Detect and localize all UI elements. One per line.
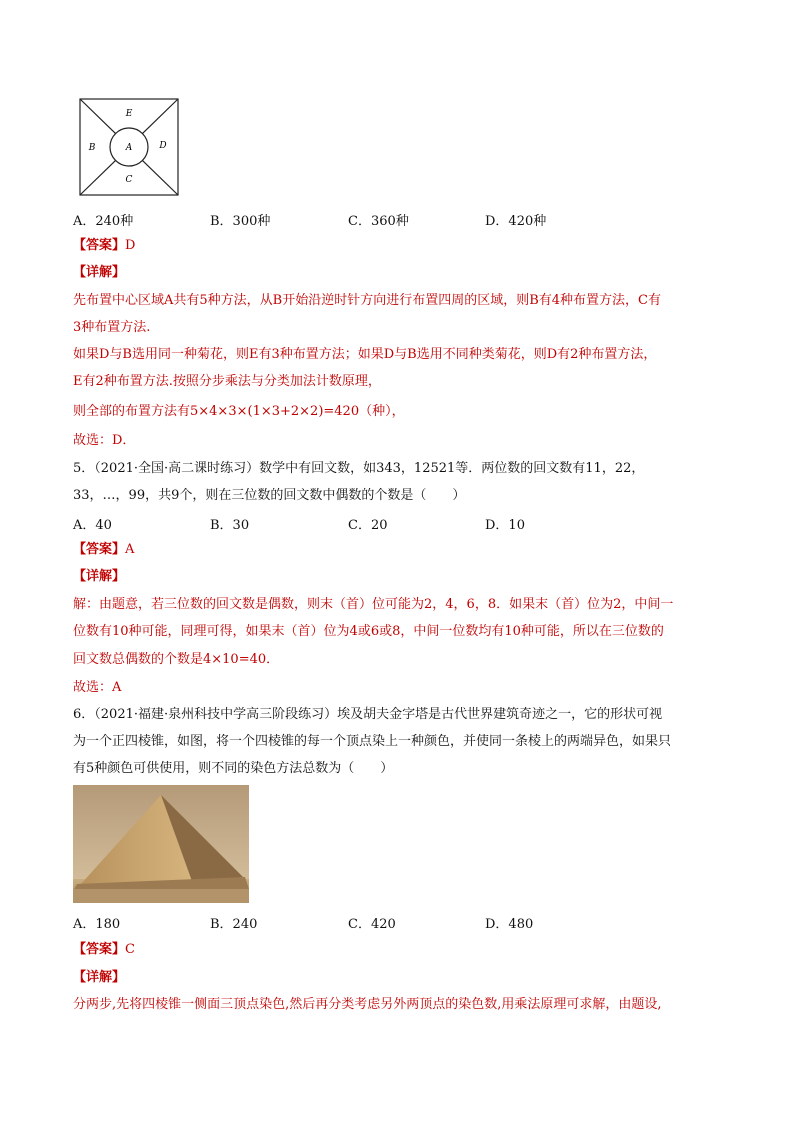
q4-explanation-line-1: 先布置中心区域A共有5种方法，从B开始沿逆时针方向进行布置四周的区域，则B有4种布置方法，C有 (73, 293, 661, 308)
q5-stem-line-1: 5．（2021·全国·高二课时练习）数学中有回文数，如343，12521等．两位数的回文数有11，22， (73, 461, 645, 476)
photo-foreground (73, 889, 249, 903)
q5-explanation-line-1: 解：由题意，若三位数的回文数是偶数，则末（首）位可能为2，4，6，8．如果末（首）位为2，中间一 (73, 597, 674, 612)
diagram-diagonal-tr (142, 99, 178, 134)
diagram-diagonal-tl (80, 99, 116, 134)
q6-option-c: C．420 (348, 917, 396, 932)
q5-answer (73, 541, 134, 559)
q6-stem-line-3: 有5种颜色可供使用，则不同的染色方法总数为（ ） (73, 761, 394, 776)
q5-option-c: C．20 (348, 518, 388, 533)
q5-stem-line-2: 33，…，99，共9个，则在三位数的回文数中偶数的个数是（ ） (73, 488, 466, 503)
q6-detail-label: 【详解】 (73, 970, 126, 985)
q5-explanation-line-3: 回文数总偶数的个数是4×10=40． (73, 652, 280, 667)
q5-options (73, 514, 673, 532)
q6-answer-label: 【答案】 (73, 942, 126, 957)
q6-stem-line-2: 为一个正四棱锥，如图，将一个四棱锥的每一个顶点染上一种颜色，并使同一条棱上的两端异色，如果只 (73, 734, 672, 749)
region-diagram (79, 98, 179, 196)
diagram-label-c: C (125, 175, 133, 185)
q5-option-a: A．40 (73, 518, 112, 533)
q6-option-a: A．180 (73, 917, 121, 932)
q6-options (73, 913, 673, 931)
q5-option-d: D．10 (485, 518, 525, 533)
q4-options (73, 210, 673, 228)
diagram-diagonal-bl (80, 160, 116, 195)
q5-explanation-line-2: 位数有10种可能，同理可得，如果末（首）位为4或6或8，中间一位数均有10种可能，所以在三位数的 (73, 624, 664, 639)
q4-answer-label: 【答案】 (73, 238, 126, 253)
q4-explanation-line-5: 则全部的布置方法有5×4×3×(1×3+2×2)=420（种）， (73, 404, 405, 419)
q4-explanation-line-3: 如果D与B选用同一种菊花，则E有3种布置方法；如果D与B选用不同种类菊花，则D有2种布置方法， (73, 347, 657, 362)
q4-answer (73, 237, 135, 255)
q4-explanation-line-4: E有2种布置方法.按照分步乘法与分类加法计数原理， (73, 374, 381, 389)
q4-answer-value: D (125, 238, 136, 253)
q6-option-b: B．240 (210, 917, 258, 932)
q4-option-c: C．360种 (348, 214, 409, 229)
q6-answer (73, 941, 135, 959)
q5-answer-label: 【答案】 (73, 542, 126, 557)
pyramid-photo (73, 785, 249, 903)
q4-option-b: B．300种 (210, 214, 271, 229)
diagram-label-a: A (125, 143, 133, 153)
q4-option-a: A．240种 (73, 214, 134, 229)
q6-explanation-line-1: 分两步,先将四棱锥一侧面三顶点染色,然后再分类考虑另外两顶点的染色数,用乘法原理可求解，由题设, (73, 997, 662, 1012)
q6-option-d: D．480 (485, 917, 534, 932)
q4-option-d: D．420种 (485, 214, 547, 229)
q5-explanation-line-4: 故选：A (73, 680, 122, 695)
q5-option-b: B．30 (210, 518, 250, 533)
q5-detail-label: 【详解】 (73, 569, 126, 584)
q5-answer-value: A (125, 542, 135, 557)
diagram-label-d: D (159, 141, 167, 151)
diagram-label-b: B (88, 143, 96, 153)
q6-answer-value: C (125, 942, 135, 957)
q4-explanation-line-6: 故选：D． (73, 433, 136, 448)
q4-explanation-line-2: 3种布置方法. (73, 320, 151, 335)
q6-stem-line-1: 6．（2021·福建·泉州科技中学高三阶段练习）埃及胡夫金字塔是古代世界建筑奇迹之一，它的形状可视 (73, 707, 663, 722)
diagram-diagonal-br (142, 160, 178, 195)
q4-detail-label: 【详解】 (73, 265, 126, 280)
diagram-label-e: E (125, 109, 133, 119)
